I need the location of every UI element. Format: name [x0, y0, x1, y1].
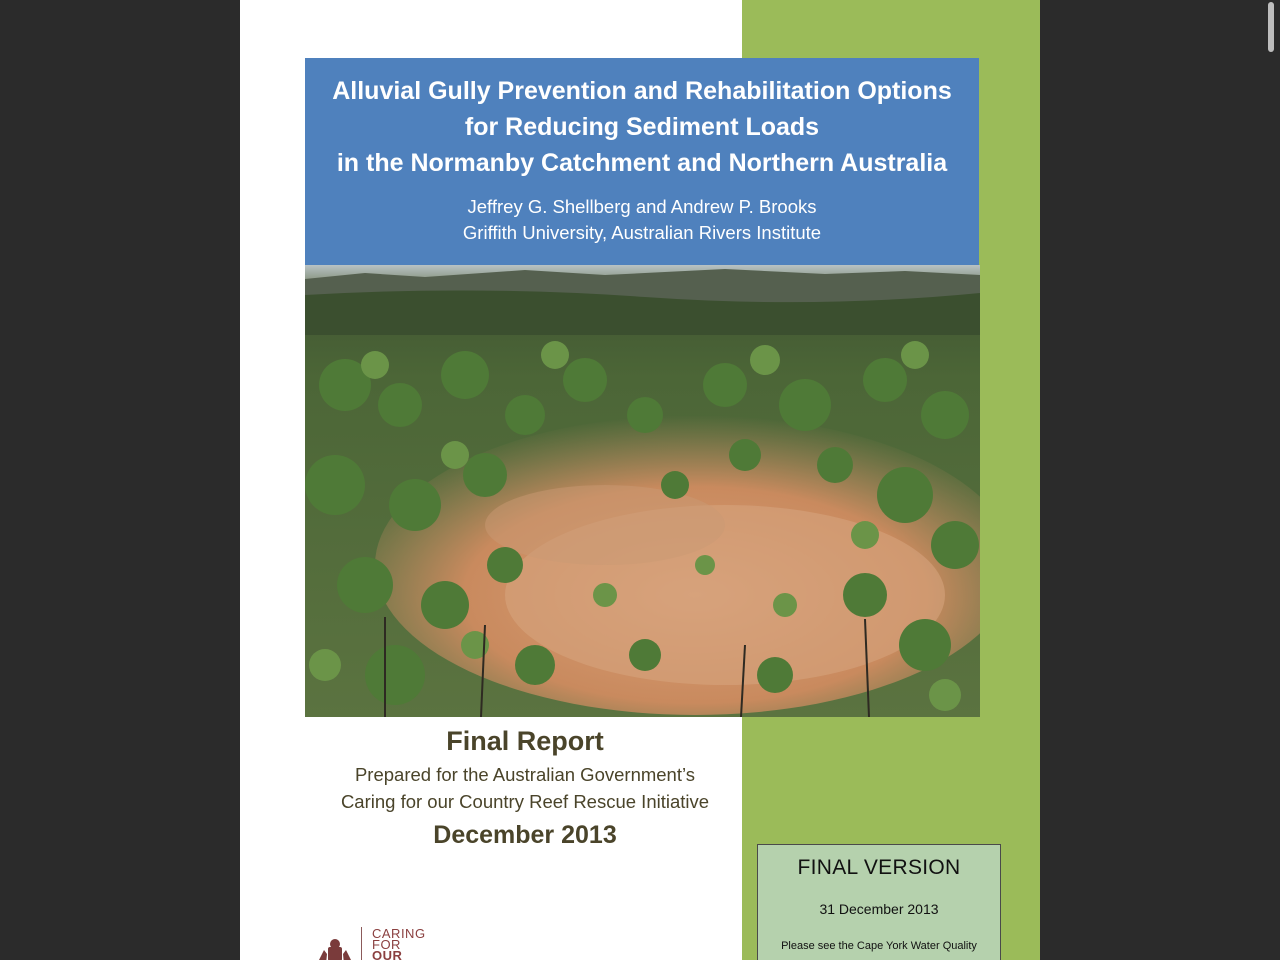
title-line: in the Normanby Catchment and Northern Australia	[336, 149, 948, 177]
report-title-heading	[313, 73, 971, 181]
report-date: December 2013	[433, 821, 617, 849]
final-version-box	[757, 844, 1001, 960]
scrollbar-thumb[interactable]	[1268, 2, 1274, 52]
authors-block	[305, 194, 979, 246]
affiliation: Griffith University, Australian Rivers Institute	[462, 222, 822, 243]
logo-divider	[361, 927, 362, 960]
title-line: for Reducing Sediment Loads	[464, 113, 820, 141]
logo-text	[372, 928, 426, 960]
cover-photo	[305, 265, 980, 717]
prepared-for	[305, 761, 745, 815]
final-version-note: Please see the Cape York Water Quality	[781, 940, 977, 952]
australian-coat-of-arms-icon	[314, 932, 356, 960]
final-report-title: Final Report	[446, 726, 604, 756]
prepared-line: Caring for our Country Reef Rescue Initiative	[340, 791, 710, 812]
report-info	[305, 722, 745, 853]
final-version-heading: FINAL VERSION	[797, 856, 961, 879]
authors: Jeffrey G. Shellberg and Andrew P. Brooks	[467, 196, 817, 217]
document-page	[240, 0, 1040, 960]
title-box	[305, 58, 979, 265]
title-line: Alluvial Gully Prevention and Rehabilitation Options	[332, 77, 952, 105]
final-version-date: 31 December 2013	[819, 901, 939, 917]
caring-for-our-country-logo	[312, 924, 432, 960]
prepared-line: Prepared for the Australian Government’s	[354, 764, 696, 785]
logo-line: OUR	[372, 948, 403, 960]
vertical-scrollbar[interactable]	[1262, 0, 1280, 960]
logo-line: FOR	[372, 937, 401, 952]
logo-line: CARING	[372, 926, 426, 941]
